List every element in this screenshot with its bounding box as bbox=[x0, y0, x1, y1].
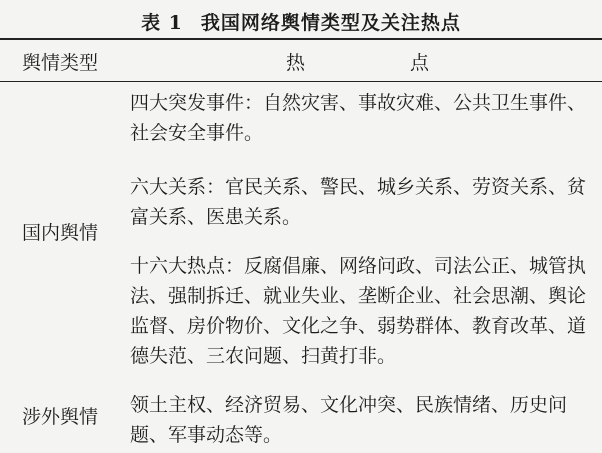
table-number: 表 1 bbox=[141, 12, 183, 34]
hotspot-cell: 十六大热点：反腐倡廉、网络问政、司法公正、城管执法、强制拆迁、就业失业、垄断企业、社会思潮、舆论监督、房价物价、文化之争、弱势群体、教育改革、道德失范、三农问题、扫黄打非。 bbox=[130, 255, 587, 367]
type-cell: 涉外舆情 bbox=[22, 406, 99, 428]
hotspot-cell: 四大突发事件：自然灾害、事故灾难、公共卫生事件、社会安全事件。 bbox=[130, 92, 587, 144]
table-caption bbox=[0, 8, 602, 35]
type-cell: 国内舆情 bbox=[22, 222, 99, 244]
header-hotspot: 热点 bbox=[286, 52, 535, 74]
hotspot-cell: 六大关系：官民关系、警民、城乡关系、劳资关系、贫富关系、医患关系。 bbox=[130, 176, 587, 228]
top-rule bbox=[0, 38, 602, 40]
header-type: 舆情类型 bbox=[22, 52, 99, 74]
hotspot-cell: 领土主权、经济贸易、文化冲突、民族情绪、历史问题、军事动态等。 bbox=[130, 394, 568, 446]
table-title: 我国网络舆情类型及关注热点 bbox=[200, 12, 461, 34]
header-rule bbox=[0, 81, 602, 82]
